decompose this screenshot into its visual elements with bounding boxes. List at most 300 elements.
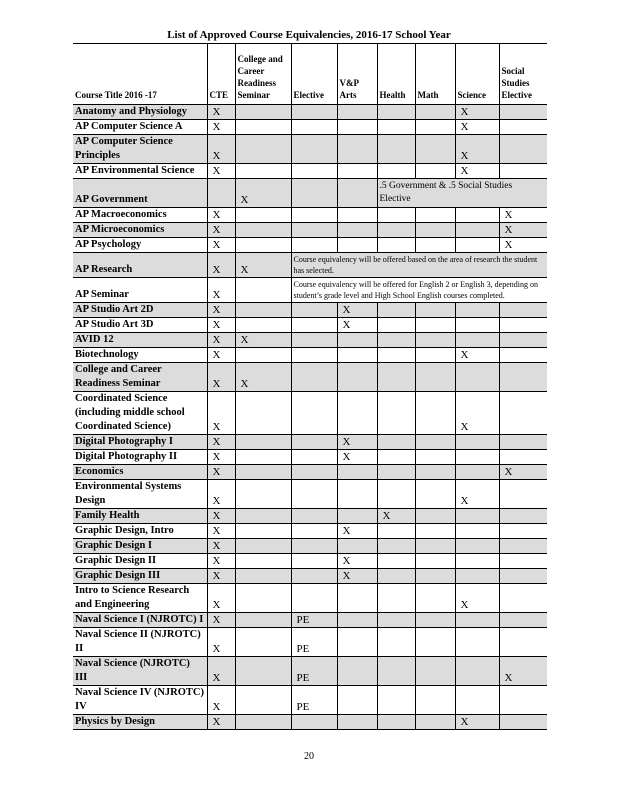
cell-math	[415, 524, 455, 539]
header-health: Health	[377, 44, 415, 105]
note-cell: Course equivalency will be offered based on the area of research the student has selected.	[291, 253, 547, 278]
cell-ccrs	[235, 509, 291, 524]
cell-ss: X	[499, 657, 547, 686]
note-cell: Course equivalency will be offered for English 2 or English 3, depending on student’s grade level and High School English courses completed.	[291, 278, 547, 303]
cell-science	[455, 539, 499, 554]
cell-ss	[499, 105, 547, 120]
cell-ss	[499, 613, 547, 628]
cell-health	[377, 613, 415, 628]
cell-science: X	[455, 164, 499, 179]
cell-health	[377, 465, 415, 480]
course-title-cell: AP Macroeconomics	[73, 208, 207, 223]
cell-ss	[499, 318, 547, 333]
cell-math	[415, 303, 455, 318]
cell-ccrs	[235, 554, 291, 569]
cell-elective	[291, 120, 337, 135]
cell-math	[415, 480, 455, 509]
cell-health	[377, 392, 415, 435]
cell-health	[377, 120, 415, 135]
cell-ccrs: X	[235, 179, 291, 208]
cell-ss	[499, 509, 547, 524]
cell-vpa	[337, 164, 377, 179]
cell-vpa: X	[337, 524, 377, 539]
cell-ccrs	[235, 584, 291, 613]
table-row	[73, 208, 547, 223]
cell-cte: X	[207, 223, 235, 238]
table-row	[73, 715, 547, 730]
cell-math	[415, 686, 455, 715]
table-row	[73, 223, 547, 238]
table-row	[73, 179, 547, 208]
cell-elective	[291, 539, 337, 554]
cell-math	[415, 569, 455, 584]
cell-cte: X	[207, 584, 235, 613]
cell-vpa: X	[337, 318, 377, 333]
table-row	[73, 509, 547, 524]
table-row	[73, 105, 547, 120]
cell-ss	[499, 303, 547, 318]
table-row	[73, 303, 547, 318]
cell-ccrs	[235, 392, 291, 435]
cell-science: X	[455, 135, 499, 164]
course-title-cell: AP Seminar	[73, 278, 207, 303]
cell-science	[455, 628, 499, 657]
course-title-cell: Graphic Design, Intro	[73, 524, 207, 539]
cell-cte: X	[207, 554, 235, 569]
cell-elective	[291, 480, 337, 509]
cell-elective	[291, 333, 337, 348]
cell-vpa	[337, 657, 377, 686]
cell-vpa: X	[337, 450, 377, 465]
cell-ss	[499, 569, 547, 584]
course-title-cell: Anatomy and Physiology	[73, 105, 207, 120]
header-vpa: V&P Arts	[337, 44, 377, 105]
course-title-cell: Graphic Design III	[73, 569, 207, 584]
header-ccrs: College and Career Readiness Seminar	[235, 44, 291, 105]
cell-ccrs	[235, 318, 291, 333]
cell-elective	[291, 450, 337, 465]
cell-elective	[291, 318, 337, 333]
cell-ccrs	[235, 223, 291, 238]
cell-ccrs	[235, 238, 291, 253]
cell-science	[455, 657, 499, 686]
cell-vpa	[337, 223, 377, 238]
cell-ss	[499, 348, 547, 363]
cell-health	[377, 348, 415, 363]
cell-science	[455, 613, 499, 628]
cell-health	[377, 105, 415, 120]
cell-health	[377, 569, 415, 584]
cell-vpa	[337, 613, 377, 628]
cell-science: X	[455, 105, 499, 120]
cell-health	[377, 238, 415, 253]
cell-cte: X	[207, 524, 235, 539]
cell-vpa	[337, 105, 377, 120]
cell-vpa	[337, 392, 377, 435]
cell-science	[455, 333, 499, 348]
table-row	[73, 450, 547, 465]
cell-vpa	[337, 628, 377, 657]
course-title-cell: Economics	[73, 465, 207, 480]
cell-health	[377, 715, 415, 730]
cell-cte: X	[207, 628, 235, 657]
header-cte: CTE	[207, 44, 235, 105]
cell-ccrs	[235, 278, 291, 303]
cell-science: X	[455, 392, 499, 435]
cell-ss	[499, 135, 547, 164]
cell-cte: X	[207, 348, 235, 363]
course-title-cell: Graphic Design II	[73, 554, 207, 569]
cell-vpa: X	[337, 435, 377, 450]
cell-elective	[291, 554, 337, 569]
table-row	[73, 363, 547, 392]
cell-ccrs	[235, 715, 291, 730]
equivalency-table	[73, 43, 547, 730]
cell-ccrs: X	[235, 253, 291, 278]
cell-vpa	[337, 465, 377, 480]
course-title-cell: AP Environmental Science	[73, 164, 207, 179]
cell-ccrs	[235, 480, 291, 509]
course-title-cell: AP Studio Art 3D	[73, 318, 207, 333]
table-row	[73, 584, 547, 613]
cell-elective	[291, 569, 337, 584]
cell-cte: X	[207, 465, 235, 480]
cell-science: X	[455, 120, 499, 135]
cell-elective	[291, 135, 337, 164]
table-row	[73, 465, 547, 480]
header-elective: Elective	[291, 44, 337, 105]
cell-vpa: X	[337, 554, 377, 569]
cell-science	[455, 509, 499, 524]
cell-ccrs	[235, 208, 291, 223]
header-row	[73, 44, 547, 105]
cell-ccrs	[235, 303, 291, 318]
course-title-cell: Environmental Systems Design	[73, 480, 207, 509]
cell-ss	[499, 524, 547, 539]
table-row	[73, 435, 547, 450]
cell-math	[415, 348, 455, 363]
cell-cte: X	[207, 238, 235, 253]
cell-ccrs	[235, 348, 291, 363]
cell-math	[415, 450, 455, 465]
cell-ss	[499, 392, 547, 435]
cell-elective	[291, 208, 337, 223]
cell-cte: X	[207, 333, 235, 348]
cell-cte: X	[207, 613, 235, 628]
course-title-cell: Biotechnology	[73, 348, 207, 363]
cell-health: X	[377, 509, 415, 524]
cell-science	[455, 223, 499, 238]
cell-ccrs	[235, 105, 291, 120]
cell-elective: PE	[291, 686, 337, 715]
course-title-cell: AVID 12	[73, 333, 207, 348]
cell-cte: X	[207, 105, 235, 120]
cell-ss	[499, 539, 547, 554]
cell-elective	[291, 238, 337, 253]
cell-math	[415, 509, 455, 524]
table-row	[73, 333, 547, 348]
cell-vpa	[337, 135, 377, 164]
cell-math	[415, 554, 455, 569]
cell-health	[377, 223, 415, 238]
course-title-cell: AP Psychology	[73, 238, 207, 253]
cell-vpa	[337, 120, 377, 135]
cell-science: X	[455, 584, 499, 613]
cell-ccrs: X	[235, 363, 291, 392]
cell-science	[455, 465, 499, 480]
cell-math	[415, 333, 455, 348]
cell-elective	[291, 584, 337, 613]
cell-math	[415, 715, 455, 730]
cell-elective	[291, 223, 337, 238]
header-math: Math	[415, 44, 455, 105]
course-title-cell: AP Microeconomics	[73, 223, 207, 238]
cell-math	[415, 657, 455, 686]
cell-science	[455, 208, 499, 223]
cell-cte: X	[207, 686, 235, 715]
cell-science	[455, 303, 499, 318]
cell-ss	[499, 715, 547, 730]
header-course-title: Course Title 2016 -17	[73, 44, 207, 105]
cell-math	[415, 164, 455, 179]
cell-health	[377, 450, 415, 465]
table-row	[73, 135, 547, 164]
cell-elective: PE	[291, 628, 337, 657]
cell-science: X	[455, 348, 499, 363]
cell-elective	[291, 348, 337, 363]
course-title-cell: AP Computer Science Principles	[73, 135, 207, 164]
cell-vpa	[337, 333, 377, 348]
cell-ss: X	[499, 208, 547, 223]
cell-science	[455, 450, 499, 465]
cell-cte: X	[207, 657, 235, 686]
cell-ccrs	[235, 628, 291, 657]
cell-ss	[499, 584, 547, 613]
cell-science	[455, 686, 499, 715]
cell-elective	[291, 715, 337, 730]
table-row	[73, 238, 547, 253]
cell-science: X	[455, 715, 499, 730]
cell-cte: X	[207, 208, 235, 223]
cell-cte: X	[207, 509, 235, 524]
cell-health	[377, 164, 415, 179]
cell-math	[415, 238, 455, 253]
course-title-cell: Digital Photography I	[73, 435, 207, 450]
cell-math	[415, 628, 455, 657]
cell-cte: X	[207, 450, 235, 465]
cell-cte: X	[207, 435, 235, 450]
course-title-cell: AP Government	[73, 179, 207, 208]
cell-ccrs	[235, 135, 291, 164]
cell-ccrs	[235, 435, 291, 450]
cell-elective	[291, 164, 337, 179]
cell-health	[377, 303, 415, 318]
table-row	[73, 613, 547, 628]
cell-health	[377, 539, 415, 554]
cell-elective	[291, 392, 337, 435]
cell-health	[377, 584, 415, 613]
cell-health	[377, 363, 415, 392]
cell-science: X	[455, 480, 499, 509]
cell-health	[377, 554, 415, 569]
cell-cte: X	[207, 278, 235, 303]
table-row	[73, 569, 547, 584]
cell-ss	[499, 333, 547, 348]
cell-elective	[291, 465, 337, 480]
course-title-cell: AP Studio Art 2D	[73, 303, 207, 318]
cell-cte: X	[207, 715, 235, 730]
cell-elective	[291, 509, 337, 524]
table-row	[73, 657, 547, 686]
cell-vpa	[337, 686, 377, 715]
cell-cte: X	[207, 135, 235, 164]
cell-science	[455, 318, 499, 333]
cell-ccrs	[235, 569, 291, 584]
cell-math	[415, 363, 455, 392]
cell-health	[377, 524, 415, 539]
cell-health	[377, 435, 415, 450]
cell-health	[377, 208, 415, 223]
cell-math	[415, 318, 455, 333]
table-row	[73, 554, 547, 569]
course-title-cell: Naval Science IV (NJROTC) IV	[73, 686, 207, 715]
cell-ss	[499, 554, 547, 569]
cell-elective	[291, 105, 337, 120]
cell-cte	[207, 179, 235, 208]
table-row	[73, 539, 547, 554]
cell-ccrs	[235, 686, 291, 715]
header-social-studies: Social Studies Elective	[499, 44, 547, 105]
cell-ss	[499, 450, 547, 465]
cell-vpa	[337, 715, 377, 730]
cell-elective	[291, 363, 337, 392]
table-row	[73, 120, 547, 135]
cell-ccrs	[235, 613, 291, 628]
cell-science	[455, 238, 499, 253]
page-title: List of Approved Course Equivalencies, 2016-17 School Year	[167, 29, 451, 41]
cell-ss	[499, 686, 547, 715]
cell-health	[377, 333, 415, 348]
cell-ccrs	[235, 450, 291, 465]
cell-science	[455, 524, 499, 539]
cell-cte: X	[207, 303, 235, 318]
cell-vpa	[337, 179, 377, 208]
cell-elective	[291, 435, 337, 450]
cell-ss: X	[499, 465, 547, 480]
cell-vpa	[337, 509, 377, 524]
cell-cte: X	[207, 164, 235, 179]
cell-vpa	[337, 363, 377, 392]
cell-ccrs	[235, 657, 291, 686]
cell-math	[415, 465, 455, 480]
table-row	[73, 686, 547, 715]
course-title-cell: AP Computer Science A	[73, 120, 207, 135]
cell-cte: X	[207, 480, 235, 509]
cell-vpa	[337, 539, 377, 554]
cell-cte: X	[207, 569, 235, 584]
cell-health	[377, 657, 415, 686]
cell-ccrs	[235, 465, 291, 480]
course-title-cell: College and Career Readiness Seminar	[73, 363, 207, 392]
table-row	[73, 628, 547, 657]
cell-ss	[499, 435, 547, 450]
course-title-cell: Naval Science I (NJROTC) I	[73, 613, 207, 628]
page-number: 20	[304, 751, 314, 762]
cell-cte: X	[207, 539, 235, 554]
cell-math	[415, 208, 455, 223]
cell-math	[415, 120, 455, 135]
cell-elective: PE	[291, 657, 337, 686]
cell-ss	[499, 363, 547, 392]
cell-science	[455, 554, 499, 569]
course-title-cell: Coordinated Science (including middle school Coordinated Science)	[73, 392, 207, 435]
table-row	[73, 348, 547, 363]
course-title-cell: Intro to Science Research and Engineering	[73, 584, 207, 613]
cell-ss	[499, 164, 547, 179]
cell-cte: X	[207, 363, 235, 392]
course-title-cell: Family Health	[73, 509, 207, 524]
cell-ss	[499, 480, 547, 509]
cell-ccrs	[235, 524, 291, 539]
cell-ccrs	[235, 120, 291, 135]
cell-vpa	[337, 584, 377, 613]
table-row	[73, 318, 547, 333]
table-body	[73, 105, 547, 730]
cell-ss	[499, 628, 547, 657]
table-row	[73, 278, 547, 303]
course-title-cell: Digital Photography II	[73, 450, 207, 465]
course-title-cell: Naval Science II (NJROTC) II	[73, 628, 207, 657]
cell-cte: X	[207, 120, 235, 135]
cell-ss: X	[499, 223, 547, 238]
header-science: Science	[455, 44, 499, 105]
cell-health	[377, 686, 415, 715]
cell-cte: X	[207, 318, 235, 333]
cell-cte: X	[207, 253, 235, 278]
cell-math	[415, 539, 455, 554]
table-row	[73, 392, 547, 435]
cell-vpa: X	[337, 303, 377, 318]
table-row	[73, 253, 547, 278]
cell-elective	[291, 179, 337, 208]
cell-vpa: X	[337, 569, 377, 584]
cell-vpa	[337, 238, 377, 253]
cell-math	[415, 135, 455, 164]
cell-math	[415, 392, 455, 435]
cell-math	[415, 435, 455, 450]
cell-math	[415, 105, 455, 120]
cell-science	[455, 363, 499, 392]
cell-vpa	[337, 480, 377, 509]
cell-health	[377, 480, 415, 509]
cell-math	[415, 584, 455, 613]
cell-math	[415, 613, 455, 628]
cell-cte: X	[207, 392, 235, 435]
cell-vpa	[337, 348, 377, 363]
cell-elective	[291, 303, 337, 318]
cell-science	[455, 435, 499, 450]
cell-ccrs: X	[235, 333, 291, 348]
cell-math	[415, 223, 455, 238]
cell-ss	[499, 120, 547, 135]
table-row	[73, 164, 547, 179]
cell-elective: PE	[291, 613, 337, 628]
cell-health	[377, 318, 415, 333]
cell-ss: X	[499, 238, 547, 253]
cell-elective	[291, 524, 337, 539]
course-title-cell: AP Research	[73, 253, 207, 278]
cell-vpa	[337, 208, 377, 223]
